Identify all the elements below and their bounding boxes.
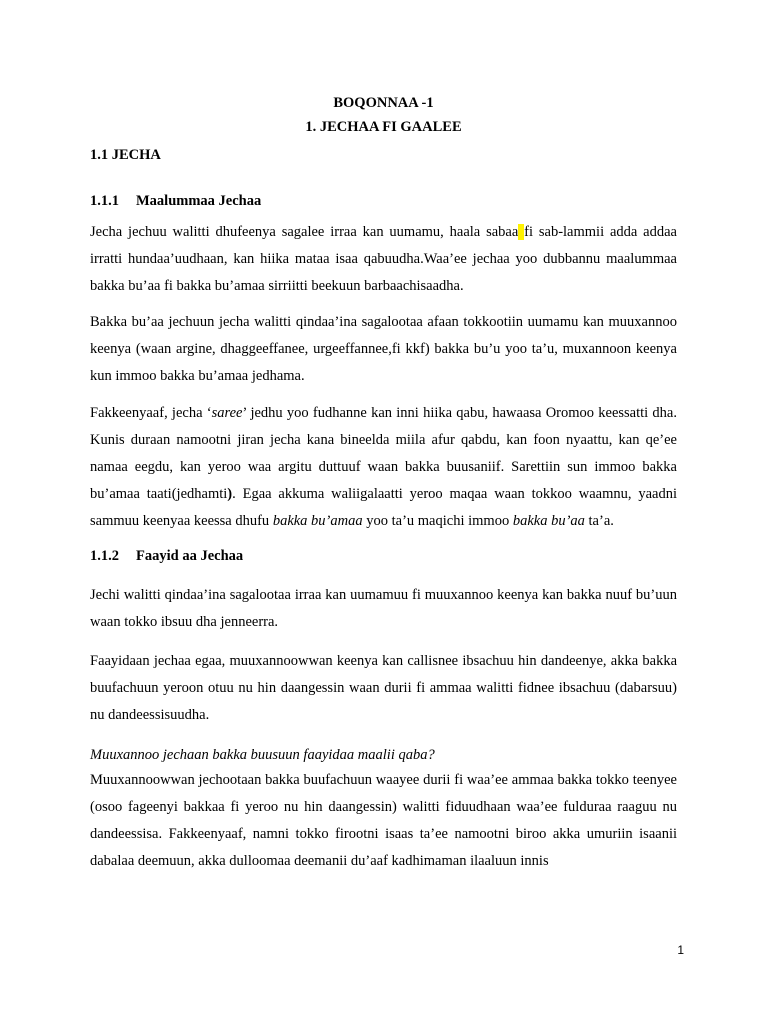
chapter-title: BOQONNAA -1 xyxy=(333,95,434,111)
heading-1-1-2 xyxy=(90,546,677,566)
paragraph-faayidaa: Faayidaan jechaa egaa, muuxannoowwan keenya kan callisnee ibsachuu hin dandeenye, akka bakka buufachuun yeroon otuu nu hin daangessin waan durii fi ammaa walitti fidnee ibsachuu (dabarsuu) nu dandeessisuudha. xyxy=(90,653,677,723)
example-italic-bakka-buaa: bakka bu’aa xyxy=(512,513,585,529)
example-bold-paren: ) xyxy=(227,486,233,502)
example-part-1: Fakkeenyaaf, jecha ‘ xyxy=(90,405,212,421)
heading-1-1-1-text: Maalummaa Jechaa xyxy=(136,193,262,209)
page-content xyxy=(90,92,677,884)
section-title: 1. JECHAA FI GAALEE xyxy=(305,119,462,135)
heading-1-1-1-number: 1.1.1 xyxy=(90,193,119,209)
heading-1-1-1 xyxy=(90,191,677,211)
example-part-2: ’ jedhu yoo fudhanne kan inni hiika qabu, hawaasa Oromoo keessatti dha. Kunis duraan namootni jiran jecha kana bineelda miila afur qabdu, kan foon nyaattu, kan qe’ee namaa eegdu, kan yeroo waa argitu duttuuf waan bakka buusaniif. Sarettiin sun immoo bakka bu’amaa taati(jedhamti xyxy=(90,405,677,502)
page-number: 1 xyxy=(677,943,684,957)
paragraph-definition xyxy=(90,219,677,300)
heading-1-1-2-text: Faayid aa Jechaa xyxy=(136,548,244,564)
heading-1-1: 1.1 JECHA xyxy=(90,147,161,163)
paragraph-bakka-buaa: Bakka bu’aa jechuun jecha walitti qindaa’ina sagalootaa afaan tokkootiin uumamu kan muuxannoo keenya (waan argine, dhaggeeffanee, urgeeffannee,fi kkf) bakka bu’u yoo ta’u, muxannoon keenya kun immoo bakka bu’amaa jedhama. xyxy=(90,314,677,384)
example-part-3: . Egaa akkuma waliigalaatti yeroo maqaa waan tokkoo waamnu, yaadni sammuu keenyaa keessa dhufu xyxy=(90,486,677,529)
paragraph-example xyxy=(90,400,677,535)
paragraph-definition-end: fi sab-lammii adda addaa irratti hundaa’uudhaan, kan hiika mataa isaa qabuudha.Waa’ee jechaa yoo dubbannu maalummaa bakka bu’aa fi bakka bu’amaa sirriitti beekuun barbaachisaadha. xyxy=(90,224,677,294)
paragraph-definition-start: Jecha jechuu walitti dhufeenya sagalee irraa kan uumamu, haala sabaa xyxy=(90,224,519,240)
question-line: Muuxannoo jechaan bakka buusuun faayidaa maalii qaba? xyxy=(90,747,435,763)
example-italic-saree: saree xyxy=(211,405,243,421)
example-part-5: ta’a. xyxy=(584,513,614,529)
heading-1-1-2-number: 1.1.2 xyxy=(90,548,119,564)
paragraph-muuxannoo: Muuxannoowwan jechootaan bakka buufachuun waayee durii fi waa’ee ammaa bakka tokko teenyee (osoo fageenyi bakkaa fi yeroo nu hin daangessin) walitti fiduudhaan waa’ee fulduraa raaguu nu dandeessisa. Fakkeenyaaf, namni tokko firootni isaas ta’ee namootni biroo akka umuriin isaanii dabalaa deemuun, akka dulloomaa deemanii du’aaf kadhimaman ilaaluun innis xyxy=(90,772,677,869)
example-part-4: yoo ta’u maqichi immoo xyxy=(362,513,513,529)
example-italic-bakka-buamaa: bakka bu’amaa xyxy=(272,513,363,529)
paragraph-jechi: Jechi walitti qindaa’ina sagalootaa irraa kan uumamuu fi muuxannoo keenya kan bakka nuuf bu’uun waan tokko ibsuu dha jenneerra. xyxy=(90,587,677,630)
